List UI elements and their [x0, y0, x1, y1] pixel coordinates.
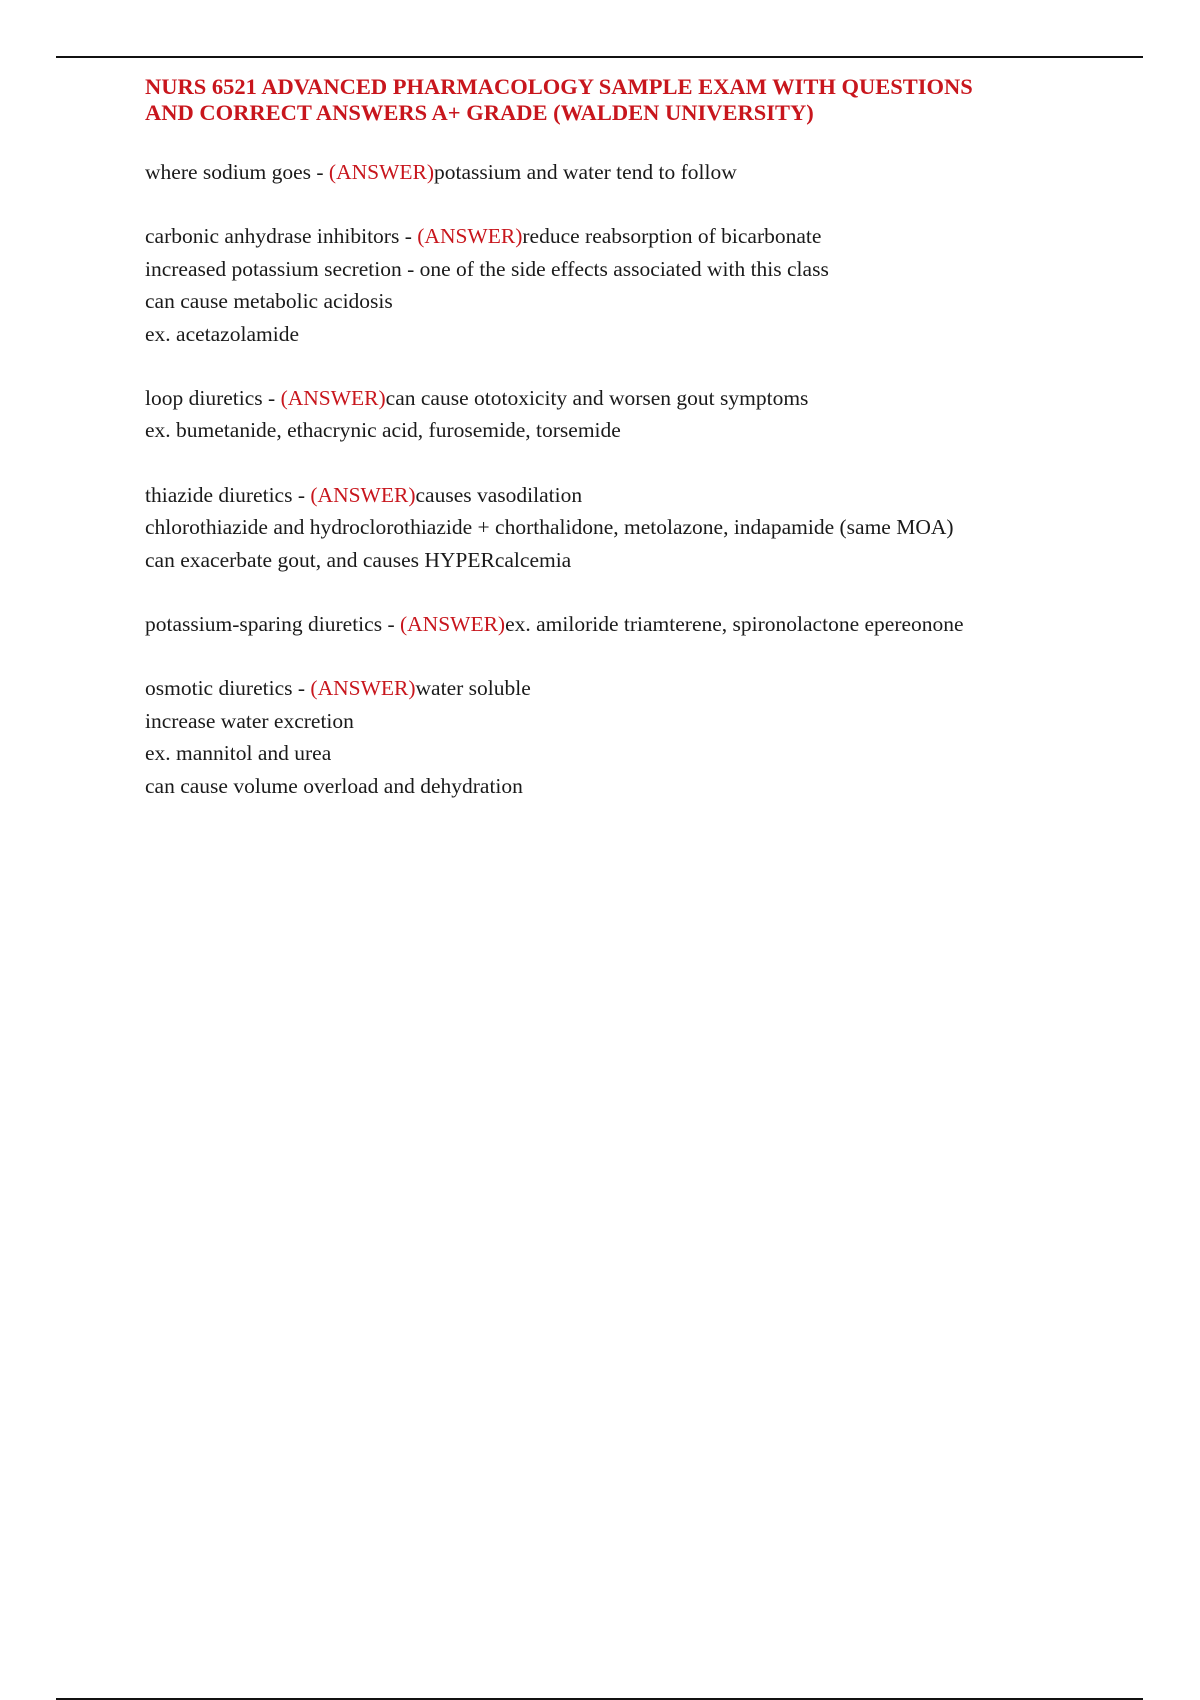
qa-detail-line: can cause metabolic acidosis	[145, 289, 393, 314]
document-title	[145, 74, 1145, 126]
qa-detail-line: ex. acetazolamide	[145, 321, 299, 346]
qa-detail-line: can cause volume overload and dehydration	[145, 773, 523, 798]
answer-tag: (ANSWER)	[310, 482, 416, 507]
qa-question-line	[145, 479, 1145, 511]
qa-term: osmotic diuretics	[145, 676, 293, 701]
qa-term: thiazide diuretics	[145, 482, 293, 507]
qa-answer: can cause ototoxicity and worsen gout symptoms	[385, 386, 809, 411]
qa-detail-line: increase water excretion	[145, 708, 354, 733]
qa-question-line	[145, 382, 1145, 414]
qa-detail-line: chlorothiazide and hydroclorothiazide + chorthalidone, metolazone, indapamide (same MOA)	[145, 515, 954, 540]
qa-entry	[145, 608, 1145, 640]
document-body	[145, 74, 1145, 834]
qa-answer: potassium and water tend to follow	[434, 160, 737, 184]
qa-question-line	[145, 220, 1145, 252]
top-rule	[56, 56, 1143, 58]
qa-answer: water soluble	[415, 676, 531, 701]
qa-term: potassium-sparing diuretics	[145, 612, 383, 637]
qa-term: loop diuretics	[145, 386, 263, 411]
qa-answer: ex. amiloride triamterene, spironolactone epereonone	[505, 612, 964, 637]
qa-separator: -	[292, 676, 311, 701]
qa-answer: reduce reabsorption of bicarbonate	[522, 224, 822, 249]
qa-list	[145, 156, 1145, 802]
qa-entry	[145, 672, 1145, 802]
qa-detail-line: can exacerbate gout, and causes HYPERcalcemia	[145, 547, 572, 572]
qa-separator: -	[399, 224, 418, 249]
qa-answer: causes vasodilation	[415, 482, 583, 507]
qa-separator: -	[262, 386, 281, 411]
qa-separator: -	[382, 612, 400, 637]
answer-tag: (ANSWER)	[310, 676, 416, 701]
qa-question-line	[145, 156, 1145, 188]
qa-question-line	[145, 672, 1145, 704]
qa-detail-line: ex. bumetanide, ethacrynic acid, furosemide, torsemide	[145, 418, 621, 443]
qa-entry	[145, 479, 1145, 576]
answer-tag: (ANSWER)	[280, 386, 386, 411]
qa-term: carbonic anhydrase inhibitors	[145, 224, 400, 249]
title-line: AND CORRECT ANSWERS A+ GRADE (WALDEN UNIVERSITY)	[145, 100, 814, 125]
qa-question-line	[145, 608, 1145, 640]
qa-separator: -	[311, 160, 329, 184]
answer-tag: (ANSWER)	[417, 224, 523, 249]
qa-term: where sodium goes	[145, 160, 311, 184]
qa-detail-line: ex. mannitol and urea	[145, 741, 332, 766]
qa-detail-line: increased potassium secretion - one of the side effects associated with this class	[145, 256, 829, 281]
answer-tag: (ANSWER)	[328, 160, 435, 184]
qa-entry	[145, 220, 1145, 350]
title-line: NURS 6521 ADVANCED PHARMACOLOGY SAMPLE EXAM WITH QUESTIONS	[145, 74, 973, 99]
qa-entry	[145, 382, 1145, 447]
qa-separator: -	[292, 482, 311, 507]
answer-tag: (ANSWER)	[399, 612, 506, 637]
qa-entry	[145, 156, 1145, 188]
